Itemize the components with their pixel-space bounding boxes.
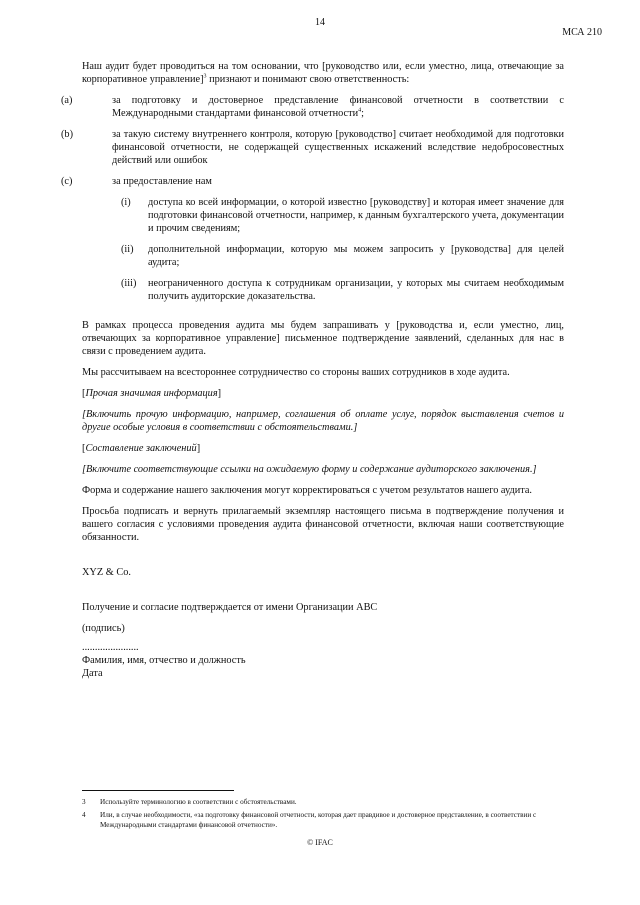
footnote-number: 3 [82,798,86,806]
list-text-a [112,94,564,120]
sublist-label-iii: (iii) [121,278,137,289]
intro-text: Наш аудит будет проводиться на том основании, что [руководство или, если уместно, лица, отвечающие за корпоративное управление] [82,61,564,85]
footnote-text: Используйте терминологию в соответствии с обстоятельствами. [100,798,297,806]
date-label: Дата [82,668,103,679]
intro-paragraph [82,60,564,86]
name-title-label: Фамилия, имя, отчество и должность [82,655,246,666]
list-text-a-body: за подготовку и достоверное представление финансовой отчетности в соответствии с Международными стандартами финансовой отчетности [112,95,564,119]
sublist-item-ii [121,243,564,269]
sublist-text-i: доступа ко всей информации, о которой известно [руководству] и которая имеет значение для подготовки финансовой отчетности, например, к данным бухгалтерского учета, документации и прочим сведениям; [148,197,564,234]
document-code: МСА 210 [562,27,602,38]
footnote-4 [82,810,564,830]
sublist-item-i [121,196,564,235]
footnotes [82,797,564,833]
list-text-b: за такую систему внутреннего контроля, которую [руководство] считает необходимой для подготовки финансовой отчетности, не содержащей существенных искажений вследствие недобросовестных действий или ошибок [112,129,564,166]
other-info-paragraph: [Включить прочую информацию, например, соглашения об оплате услуг, порядок выставления счетов и другие особые условия в соответствии с обстоятельствами.] [82,409,564,433]
reports-paragraph: [Включите соответствующие ссылки на ожидаемую форму и содержание аудиторского заключения.] [82,464,537,475]
signature-block [82,622,564,680]
footnote-ref-4[interactable]: 4 [358,107,362,114]
list-text-c [112,175,564,311]
letter-body [61,60,564,680]
reports-text: Включите соответствующие ссылки на ожидаемую форму и содержание аудиторского заключения. [86,464,533,475]
signature-label: (подпись) [82,623,125,634]
footnote-text: Или, в случае необходимости, «за подготовку финансовой отчетности, которая дает правдивое и достоверное представление, в соответствии с Международными стандартами финансовой отчетности». [100,811,537,829]
list-item-a [61,94,564,120]
footnote-separator [82,790,234,791]
list-label-b: (b) [61,129,74,140]
footnote-ref-3[interactable]: 3 [203,73,207,80]
sign-return-paragraph: Просьба подписать и вернуть прилагаемый экземпляр настоящего письма в подтверждение получения и вашего согласия с условиями проведения аудита финансовой отчетности, включая наши соответствующие обязанности. [82,506,564,543]
list-text-a-end: ; [361,108,364,119]
sublist-text-ii: дополнительной информации, которую мы можем запросить у [руководства] для целей аудита; [148,244,564,268]
list-item-c [61,175,564,311]
cooperation-paragraph: Мы рассчитываем на всестороннее сотрудничество со стороны ваших сотрудников в ходе аудита. [82,367,510,378]
report-form-paragraph: Форма и содержание нашего заключения могут корректироваться с учетом результатов нашего аудита. [82,485,532,496]
footnote-number: 4 [82,811,86,819]
list-item-b [61,128,564,167]
reports-heading-text: Составление заключений [85,443,197,454]
reports-heading: [Составление заключений] [82,443,201,454]
page-number: 14 [315,17,325,28]
sublist-item-iii [121,277,564,303]
sublist-label-i: (i) [121,197,131,208]
intro-text-end: признают и понимают свою ответственность: [206,74,410,85]
other-info-heading: [Прочая значимая информация] [82,388,222,399]
footnote-3 [82,797,564,807]
list-label-c: (c) [61,176,73,187]
sublist-c [112,196,564,303]
list-text-c-body: за предоставление нам [112,176,212,187]
sublist-label-ii: (ii) [121,244,134,255]
acknowledgement-line: Получение и согласие подтверждается от имени Организации ABC [82,602,378,613]
sublist-text-iii: неограниченного доступа к сотрудникам организации, у которых мы считаем необходимым получить аудиторские доказательства. [148,278,564,302]
signature-dots: ...................... [82,642,139,653]
other-info-heading-text: Прочая значимая информация [85,388,218,399]
other-info-text: Включить прочую информацию, например, соглашения об оплате услуг, порядок выставления счетов и другие особые условия в соответствии с обстоятельствами. [82,409,564,433]
copyright-footer: © IFAC [307,838,333,847]
written-representations-paragraph: В рамках процесса проведения аудита мы будем запрашивать у [руководства и, если уместно, лиц, отвечающих за корпоративное управление] письменное подтверждение заявлений, сделанных для нас в связи с проведением аудита. [82,320,564,357]
firm-name: XYZ & Co. [82,567,131,578]
list-label-a: (a) [61,95,73,106]
